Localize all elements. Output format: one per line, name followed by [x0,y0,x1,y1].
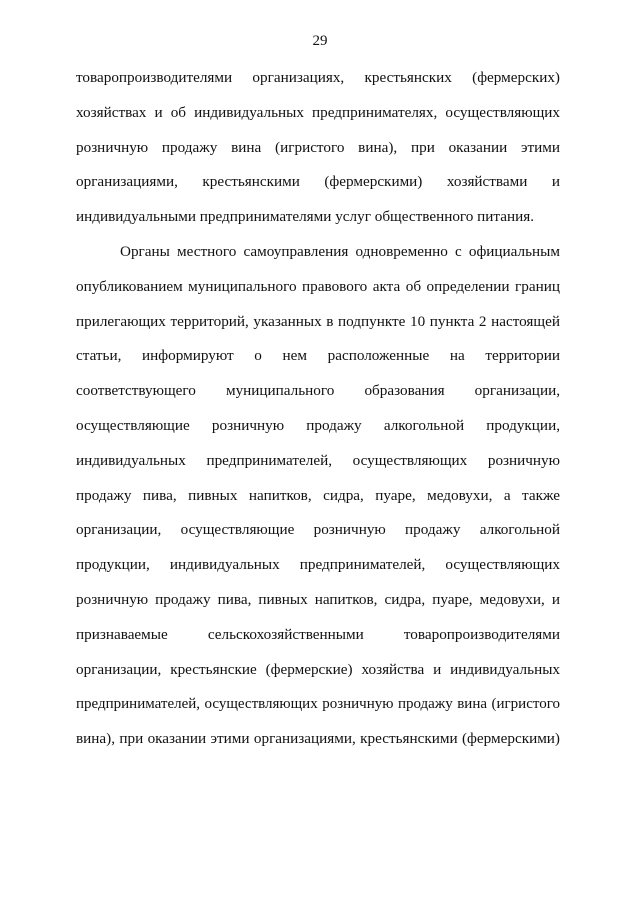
text-line: признаваемые сельскохозяйственными товаропроизводителями [76,625,560,643]
text-line: товаропроизводителями организациях, крестьянских (фермерских) [76,69,560,86]
text-line: соответствующего муниципального образования организации, [76,382,560,400]
paragraph-2 [76,242,560,764]
text-line: хозяйствах и об индивидуальных предпринимателях, осуществляющих [76,103,560,121]
paragraph-1 [76,68,560,242]
text-line: продукции, индивидуальных предпринимателей, осуществляющих [76,556,560,574]
text-line: осуществляющие розничную продажу алкогольной продукции, [76,416,560,434]
text-line: статьи, информируют о нем расположенные на территории [76,347,560,365]
text-line: индивидуальных предпринимателей, осуществляющих розничную [76,451,560,469]
text-line: вина), при оказании этими организациями, крестьянскими (фермерскими) [76,730,560,748]
text-line: организации, осуществляющие розничную продажу алкогольной [76,521,560,539]
text-line: розничную продажу пива, пивных напитков, сидра, пуаре, медовухи, и [76,590,560,608]
text-line: индивидуальными предпринимателями услуг общественного питания. [76,208,535,226]
document-body [76,68,560,764]
text-line: предпринимателей, осуществляющих розничную продажу вина (игристого [76,696,560,713]
page-number: 29 [312,33,328,49]
text-line: организациями, крестьянскими (фермерскими) хозяйствами и [76,173,560,191]
text-line: опубликованием муниципального правового акта об определении границ [76,277,560,295]
text-line: организации, крестьянские (фермерские) хозяйства и индивидуальных [76,660,560,678]
text-line: розничную продажу вина (игристого вина), при оказании этими [76,138,560,156]
text-line: продажу пива, пивных напитков, сидра, пуаре, медовухи, а также [76,486,560,504]
text-line: прилегающих территорий, указанных в подпункте 10 пункта 2 настоящей [76,312,560,330]
text-line: Органы местного самоуправления одновременно с официальным [120,242,560,260]
